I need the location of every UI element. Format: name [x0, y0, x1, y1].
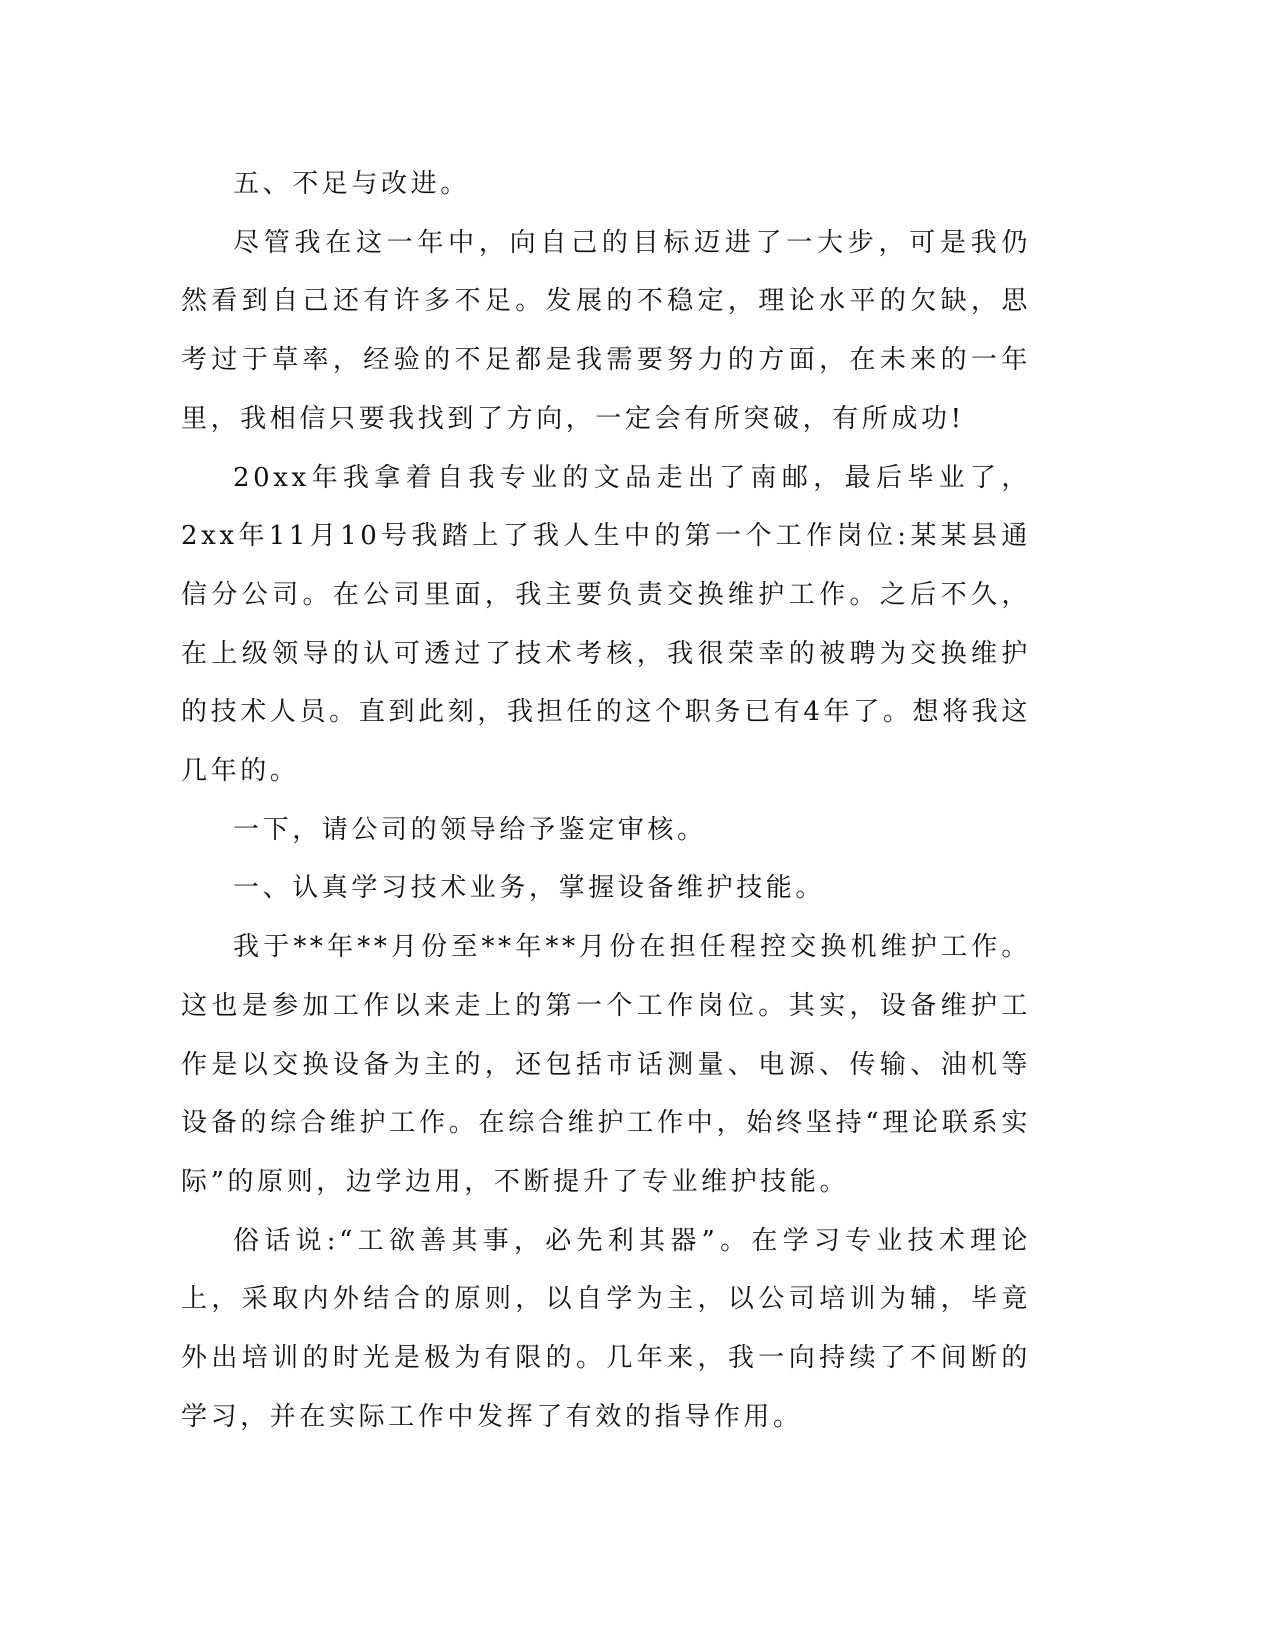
- document-body: [181, 155, 1031, 1446]
- paragraph: 一下，请公司的领导给予鉴定审核。: [233, 814, 707, 845]
- paragraph: 我于**年**月份至**年**月份在担任程控交换机维护工作。这也是参加工作以来走上的第一个工作岗位。其实，设备维护工作是以交换设备为主的，还包括市话测量、电源、传输、油机等设备的综合维护工作。在综合维护工作中，始终坚持“理论联系实际”的原则，边学边用，不断提升了专业维护技能。: [181, 932, 1031, 1197]
- section-heading-study: 一、认真学习技术业务，掌握设备维护技能。: [233, 873, 826, 904]
- section-heading-shortcomings: 五、不足与改进。: [233, 169, 470, 199]
- paragraph: 俗话说:“工欲善其事，必先利其器”。在学习专业技术理论上，采取内外结合的原则，以自学为主，以公司培训为辅，毕竟外出培训的时光是极为有限的。几年来，我一向持续了不间断的学习，并在实际工作中发挥了有效的指导作用。: [181, 1225, 1031, 1432]
- paragraph: 尽管我在这一年中，向自己的目标迈进了一大步，可是我仍然看到自己还有许多不足。发展的不稳定，理论水平的欠缺，思考过于草率，经验的不足都是我需要努力的方面，在未来的一年里，我相信只要我找到了方向，一定会有所突破，有所成功!: [181, 227, 1031, 434]
- paragraph: 20xx年我拿着自我专业的文品走出了南邮，最后毕业了，2xx年11月10号我踏上了我人生中的第一个工作岗位:某某县通信分公司。在公司里面，我主要负责交换维护工作。之后不久，在上级领导的认可透过了技术考核，我很荣幸的被聘为交换维护的技术人员。直到此刻，我担任的这个职务已有4年了。想将我这几年的。: [181, 462, 1031, 787]
